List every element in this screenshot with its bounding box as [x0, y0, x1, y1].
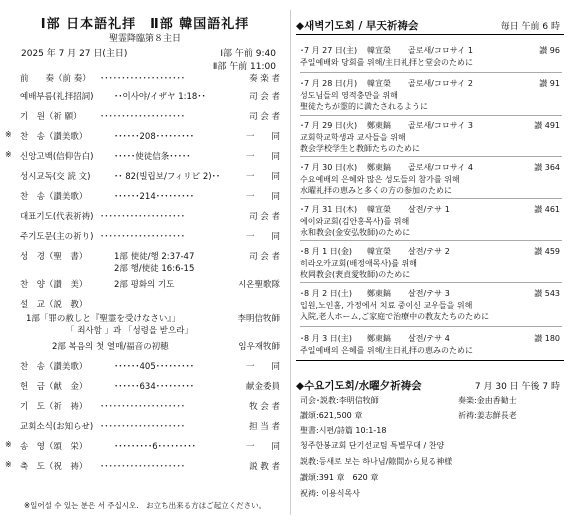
order-row: 대표기도(代表祈祷) ････････････････････ 司 会 者 — [20, 212, 280, 222]
order-row: 찬 송（讃美歌） ･･････405･････････ 一 同 — [20, 362, 280, 372]
entry-rule — [300, 156, 562, 157]
order-row: 1部「罪の赦しと『聖霊を受けなさい』」 李明信牧師 — [26, 314, 280, 324]
entry-rule — [300, 115, 562, 116]
wed-row-hymn: 讃頌:621,500 章 祈祷:姜志鮮長老 — [300, 411, 517, 420]
order-row: 前 奏（前 奏） ････････････････････ 奏 楽 者 — [20, 74, 280, 84]
order-row: 기 원（祈 願） ････････････････････ 司 会 者 — [20, 112, 280, 122]
section-rule — [296, 34, 564, 35]
wed-row-event: 청주한봉교회 단기선교팀 특별무대 / 찬양 — [300, 441, 445, 450]
order-row: 예배부름(礼拝招詞) ･･이사야/イザヤ 1:18･･ 司 会 者 — [20, 92, 280, 102]
order-row: ※ 송 영（頌 栄） ･････････6･････････ 一 同 — [5, 440, 280, 452]
dawn-prayer-entry: ･7 月 29 日(火) 鄭東鎬 골로새/コロサイ 3 讃 491 교회학교학생과 교사들을 위해 教会学校学生と教師たちのために — [300, 121, 560, 153]
dawn-prayer-entry: ･7 月 28 日(月) 韓宣榮 골로새/コロサイ 2 讃 91 성도님들의 영적충만을 위해 聖徒たちが霊的に満たされるように — [300, 79, 560, 111]
prayer-meetings-column — [296, 0, 564, 522]
order-row: 설 교（説 教） — [20, 300, 88, 310]
entry-rule — [300, 240, 562, 241]
order-row: 찬 송（讃美歌） ･･････214･････････ 一 同 — [20, 192, 280, 202]
standing-note: ※일어설 수 있는 분은 서 주십시오. お立ち出来る方はご起立ください。 — [23, 501, 267, 510]
order-row: 교회소식(お知らせ) ････････････････････ 担 当 者 — [20, 422, 280, 432]
dawn-prayer-heading: ◆새벽기도회 / 早天祈祷会 毎日 午前 6 時 — [296, 20, 560, 32]
order-row: 찬 양（讃 美） 2部 평화의 기도 시온聖歌隊 — [20, 280, 280, 290]
order-row: ※ 찬 송（讃美歌） ･･････208･････････ 一 同 — [5, 130, 280, 142]
dawn-prayer-entry: ･7 月 30 日(水) 鄭東鎬 골로새/コロサイ 4 讃 364 수요예배의 은혜와 많은 성도들의 참가를 위해 水曜礼拝の恵みと多くの方の参加のために — [300, 163, 560, 195]
wed-row-benediction: 祝祷: 이용식목사 — [300, 489, 360, 498]
dawn-prayer-entry: ･8 月 3 日(主) 鄭東鎬 살전/テサ 4 讃 180 주일예배의 은혜를 위해/主日礼拝の恵みのために — [300, 334, 560, 355]
entry-rule — [300, 282, 562, 283]
service-time-1: Ⅰ部 午前 9:40 — [220, 49, 276, 59]
section-rule — [296, 360, 564, 361]
wed-row-scripture: 聖書:시편/詩篇 10:1-18 — [300, 426, 387, 435]
service-date: 2025 年 7 月 27 日(主日) — [21, 49, 128, 59]
dawn-prayer-entry: ･7 月 31 日(木) 韓宣榮 살전/テサ 1 讃 461 에이와교회(김안홍목사)를 위해 永和教会(金安弘牧師)のために — [300, 205, 560, 237]
wed-row-hymn2: 讃頌:391 章 620 章 — [300, 473, 379, 482]
order-row: ※ 신앙고백(信仰告白) ･････使徒信条･････ 一 同 — [5, 150, 280, 162]
wednesday-prayer-heading: ◆수요기도회/水曜夕祈祷会 7 月 30 日 午後 7 時 — [296, 380, 560, 392]
worship-order-column — [4, 0, 286, 522]
order-row: 2部 복음의 첫 열매/福音の初穂 임우재牧師 — [52, 342, 280, 352]
order-row: 헌 금（献 金） ･･････634･････････ 献金委員 — [20, 382, 280, 392]
order-row: 기 도（祈 祷） ････････････････････ 牧 会 者 — [20, 402, 280, 412]
dawn-prayer-entry: ･7 月 27 日(主) 韓宣榮 골로새/コロサイ 1 讃 96 주일예배와 당회를 위해/主日礼拝と堂会のために — [300, 46, 560, 67]
order-row: 성 경（聖 書） 1部 使徒/행 2:37-47 司 会 者 — [20, 252, 280, 262]
liturgical-day: 聖霊降臨第８主日 — [108, 34, 181, 44]
service-title: Ⅰ部 日本語礼拝 Ⅱ部 韓国語礼拝 — [40, 17, 250, 32]
order-row: ※ 축 도（祝 祷） ････････････････････ 説 教 者 — [5, 460, 280, 472]
wed-row-sermon: 説教:등새로 보는 하나님/隙間から見る神様 — [300, 457, 453, 466]
order-row: 주기도문(主の祈り) ････････････････････ 一 同 — [20, 232, 280, 242]
entry-rule — [300, 326, 562, 327]
dawn-prayer-entry: ･8 月 2 日(土) 鄭東鎬 살전/テサ 3 讃 543 입원,노인홈, 가정에서 치료 중이신 교우들을 위해 入院,老人ホーム,ご家庭で治療中の教友たちのために — [300, 289, 560, 321]
column-divider — [290, 10, 291, 515]
service-time-2: Ⅱ部 午前 11:00 — [212, 62, 276, 72]
entry-rule — [300, 72, 562, 73]
entry-rule — [300, 198, 562, 199]
wednesday-prayer-time: 7 月 30 日 午後 7 時 — [474, 382, 560, 392]
dawn-prayer-entry: ･8 月 1 日(金) 韓宣榮 살전/テサ 2 讃 459 히라오카교회(배정애목사)를 위해 枚岡教会(裵貞愛牧師)のために — [300, 247, 560, 279]
order-row: 성시교독(交 読 文) ･･ 82(빌립보/フィリピ 2)･･ 一 同 — [20, 172, 280, 182]
dawn-prayer-time: 毎日 午前 6 時 — [500, 22, 560, 32]
wed-row-leader: 司会･説教:李明信牧師 奏楽:金由香勧士 — [300, 396, 517, 405]
order-row: 2部 행/使徒 16:6-15 — [114, 264, 195, 274]
order-row: 「 죄사함 」과 「성령을 받으라」 — [66, 326, 193, 336]
